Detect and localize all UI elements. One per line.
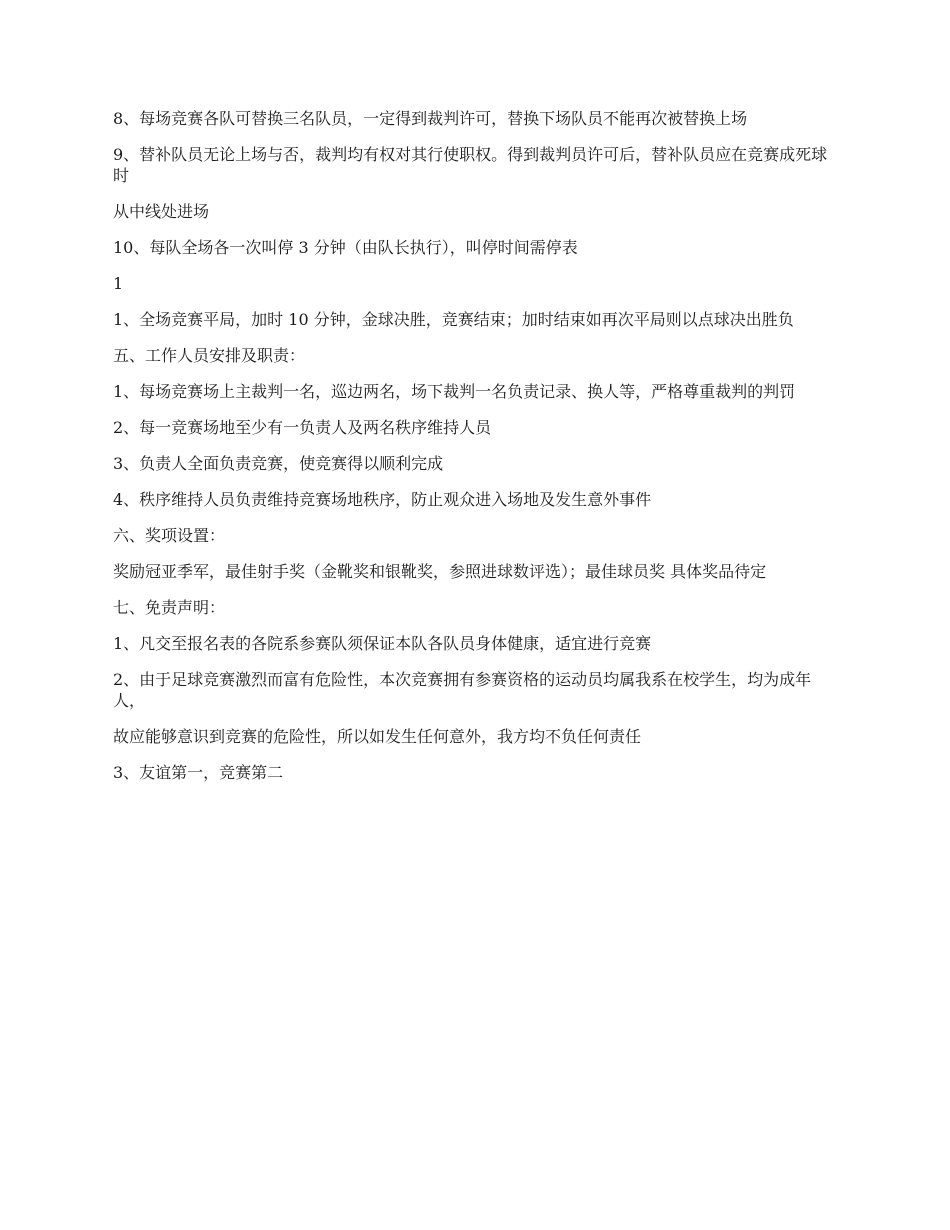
section-heading-disclaimer: 七、免责声明： — [113, 598, 226, 617]
section-heading-staff: 五、工作人员安排及职责： — [113, 346, 306, 365]
paragraph-disclaimer-2: 2、由于足球竞赛激烈而富有危险性，本次竞赛拥有参赛资格的运动员均属我系在校学生，均为成年人， — [113, 670, 812, 710]
paragraph-disclaimer-1: 1、凡交至报名表的各院系参赛队须保证本队各队员身体健康，适宜进行竞赛 — [113, 634, 652, 653]
paragraph-disclaimer-2-continued: 故应能够意识到竞赛的危险性，所以如发生任何意外，我方均不负任何责任 — [113, 727, 642, 746]
paragraph-staff-2: 2、每一竞赛场地至少有一负责人及两名秩序维持人员 — [113, 418, 492, 437]
page-number: 1 — [113, 274, 124, 293]
paragraph-rule-9: 9、替补队员无论上场与否，裁判均有权对其行使职权。得到裁判员许可后，替补队员应在竞赛成死球时 — [113, 145, 828, 185]
paragraph-awards: 奖励冠亚季军，最佳射手奖（金靴奖和银靴奖，参照进球数评选）；最佳球员奖 具体奖品待定 — [113, 562, 767, 581]
paragraph-tiebreak-rule: 1、全场竞赛平局，加时 10 分钟，金球决胜，竞赛结束；加时结束如再次平局则以点球决出胜负 — [113, 310, 794, 329]
paragraph-rule-9-continued: 从中线处进场 — [113, 202, 210, 221]
paragraph-staff-3: 3、负责人全面负责竞赛，使竞赛得以顺利完成 — [113, 454, 444, 473]
paragraph-staff-4: 4、秩序维持人员负责维持竞赛场地秩序，防止观众进入场地及发生意外事件 — [113, 490, 652, 509]
paragraph-rule-8: 8、每场竞赛各队可替换三名队员，一定得到裁判许可，替换下场队员不能再次被替换上场 — [113, 109, 748, 128]
section-heading-awards: 六、奖项设置： — [113, 526, 226, 545]
paragraph-rule-10: 10、每队全场各一次叫停 3 分钟（由队长执行），叫停时间需停表 — [113, 238, 578, 257]
document-body — [113, 108, 843, 798]
paragraph-disclaimer-3: 3、友谊第一，竞赛第二 — [113, 763, 284, 782]
paragraph-staff-1: 1、每场竞赛场上主裁判一名，巡边两名，场下裁判一名负责记录、换人等，严格尊重裁判的判罚 — [113, 382, 796, 401]
